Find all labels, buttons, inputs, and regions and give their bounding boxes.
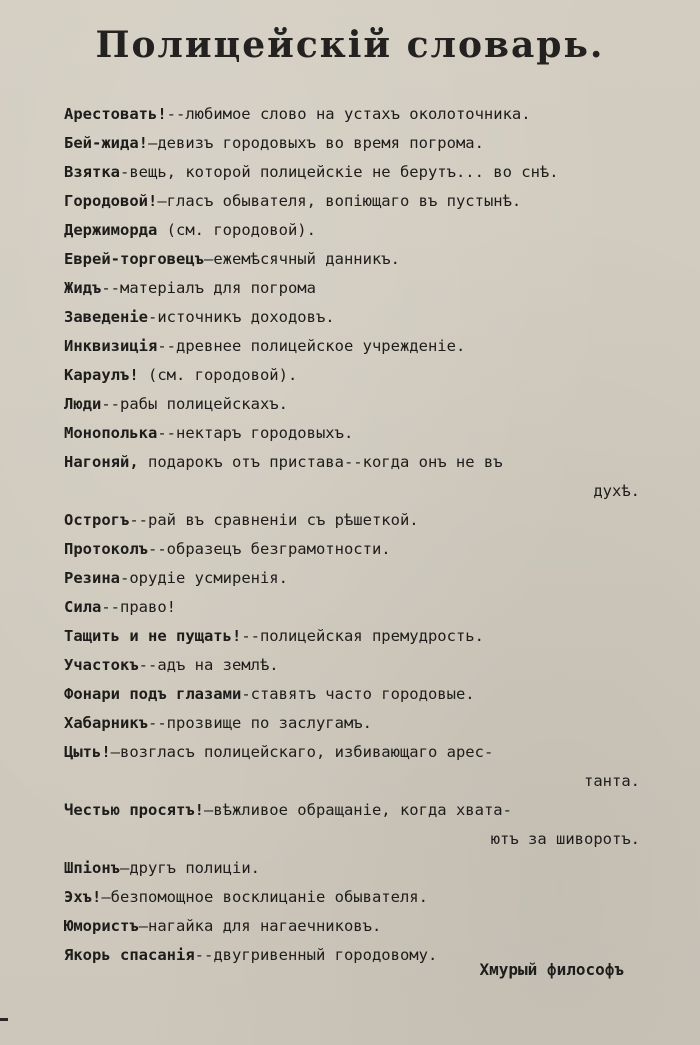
entry-definition: --полицейская премудрость.	[241, 627, 484, 645]
dictionary-entry	[64, 796, 644, 854]
entry-definition: --право!	[101, 598, 176, 616]
dictionary-entry	[64, 361, 644, 390]
entry-definition: --нектаръ городовыхъ.	[157, 424, 354, 442]
entry-headword: Арестовать!	[64, 105, 167, 123]
dictionary-entry	[64, 303, 644, 332]
author-signature: Хмурый философъ	[479, 960, 624, 979]
entry-headword: Якорь спасанія	[64, 946, 195, 964]
dictionary-entry	[64, 448, 644, 506]
entry-headword: Шпіонъ	[64, 859, 120, 877]
entry-definition: —девизъ городовыхъ во время погрома.	[148, 134, 484, 152]
entry-definition: -орудіе усмиренія.	[120, 569, 288, 587]
entry-definition: —ежемѣсячный данникъ.	[203, 250, 400, 268]
dictionary-entry	[64, 622, 644, 651]
entry-definition: —другъ полиціи.	[120, 859, 260, 877]
entry-headword: Бей-жида!	[64, 134, 148, 152]
entry-definition: —вѣжливое обращаніе, когда хвата-	[203, 801, 512, 819]
entry-definition: (см. городовой).	[157, 221, 316, 239]
dictionary-entry	[64, 129, 644, 158]
dictionary-entry	[64, 709, 644, 738]
entry-headword: Честью просятъ!	[64, 801, 204, 819]
dictionary-entry	[64, 564, 644, 593]
entry-definition: (см. городовой).	[138, 366, 298, 384]
dictionary-entry	[64, 245, 644, 274]
entry-definition: —нагайка для нагаечниковъ.	[138, 917, 382, 935]
entry-headword: Заведеніе	[64, 308, 148, 326]
entry-definition: --двугривенный городовому.	[194, 946, 438, 964]
page-edge-mark	[0, 1018, 8, 1021]
entry-headword: Взятка	[64, 163, 120, 181]
entry-headword: Тащить и не пущать!	[64, 627, 242, 645]
entry-definition: -вещь, которой полицейскіе не берутъ... во снѣ.	[120, 163, 559, 181]
entry-headword: Караулъ!	[64, 366, 139, 384]
entry-headword: Городовой!	[64, 192, 158, 210]
dictionary-entry	[64, 593, 644, 622]
entry-continuation: духѣ.	[593, 482, 640, 500]
entry-headword: Резина	[64, 569, 120, 587]
entry-headword: Хабарникъ	[64, 714, 148, 732]
dictionary-entry	[64, 274, 644, 303]
entry-continuation: ютъ за шиворотъ.	[490, 830, 640, 848]
entry-headword: Держиморда	[64, 221, 158, 239]
page-title: Полицейскій словарь.	[95, 24, 605, 66]
dictionary-entry	[64, 854, 644, 883]
entry-headword: Цыть!	[64, 743, 111, 761]
dictionary-entry	[64, 216, 644, 245]
entry-headword: Нагоняй,	[64, 453, 139, 471]
entry-headword: Еврей-торговецъ	[64, 250, 204, 268]
entry-definition: —безпомощное восклицаніе обывателя.	[101, 888, 428, 906]
dictionary-entry	[64, 680, 644, 709]
dictionary-entry	[64, 158, 644, 187]
entry-definition: подарокъ отъ пристава--когда онъ не въ	[138, 453, 503, 471]
entry-definition: --любимое слово на устахъ околоточника.	[166, 105, 531, 123]
dictionary-entry	[64, 187, 644, 216]
entry-headword: Протоколъ	[64, 540, 148, 558]
dictionary-entry	[64, 332, 644, 361]
dictionary-entry	[64, 651, 644, 680]
entry-definition: —возгласъ полицейскаго, избивающаго арес-	[110, 743, 494, 761]
entry-definition: --рай въ сравненіи съ рѣшеткой.	[129, 511, 419, 529]
dictionary-entry	[64, 738, 644, 796]
dictionary-entry	[64, 419, 644, 448]
entry-definition: -источникъ доходовъ.	[148, 308, 335, 326]
entry-headword: Инквизиція	[64, 337, 158, 355]
dictionary-entry	[64, 883, 644, 912]
entry-definition: --рабы полицейскахъ.	[101, 395, 288, 413]
entry-definition: —гласъ обывателя, вопіющаго въ пустынѣ.	[157, 192, 522, 210]
entry-headword: Люди	[64, 395, 102, 413]
dictionary-entry	[64, 100, 644, 129]
dictionary-entry	[64, 390, 644, 419]
entry-headword: Сила	[64, 598, 102, 616]
entry-definition: --адъ на землѣ.	[138, 656, 279, 674]
entry-definition: --образецъ безграмотности.	[148, 540, 391, 558]
entry-definition: --древнее полицейское учрежденіе.	[157, 337, 466, 355]
dictionary-entries	[64, 100, 644, 970]
entry-headword: Острогъ	[64, 511, 130, 529]
dictionary-entry	[64, 506, 644, 535]
dictionary-entry	[64, 535, 644, 564]
entry-headword: Монополька	[64, 424, 158, 442]
entry-headword: Жидъ	[64, 279, 102, 297]
dictionary-entry	[64, 912, 644, 941]
entry-continuation: танта.	[584, 772, 640, 790]
entry-headword: Фонари подъ глазами	[64, 685, 242, 703]
entry-headword: Юмористъ	[64, 917, 139, 935]
entry-definition: --прозвище по заслугамъ.	[148, 714, 372, 732]
entry-definition: -ставятъ часто городовые.	[241, 685, 475, 703]
entry-definition: --матеріалъ для погрома	[101, 279, 316, 297]
entry-headword: Участокъ	[64, 656, 139, 674]
entry-headword: Эхъ!	[64, 888, 102, 906]
